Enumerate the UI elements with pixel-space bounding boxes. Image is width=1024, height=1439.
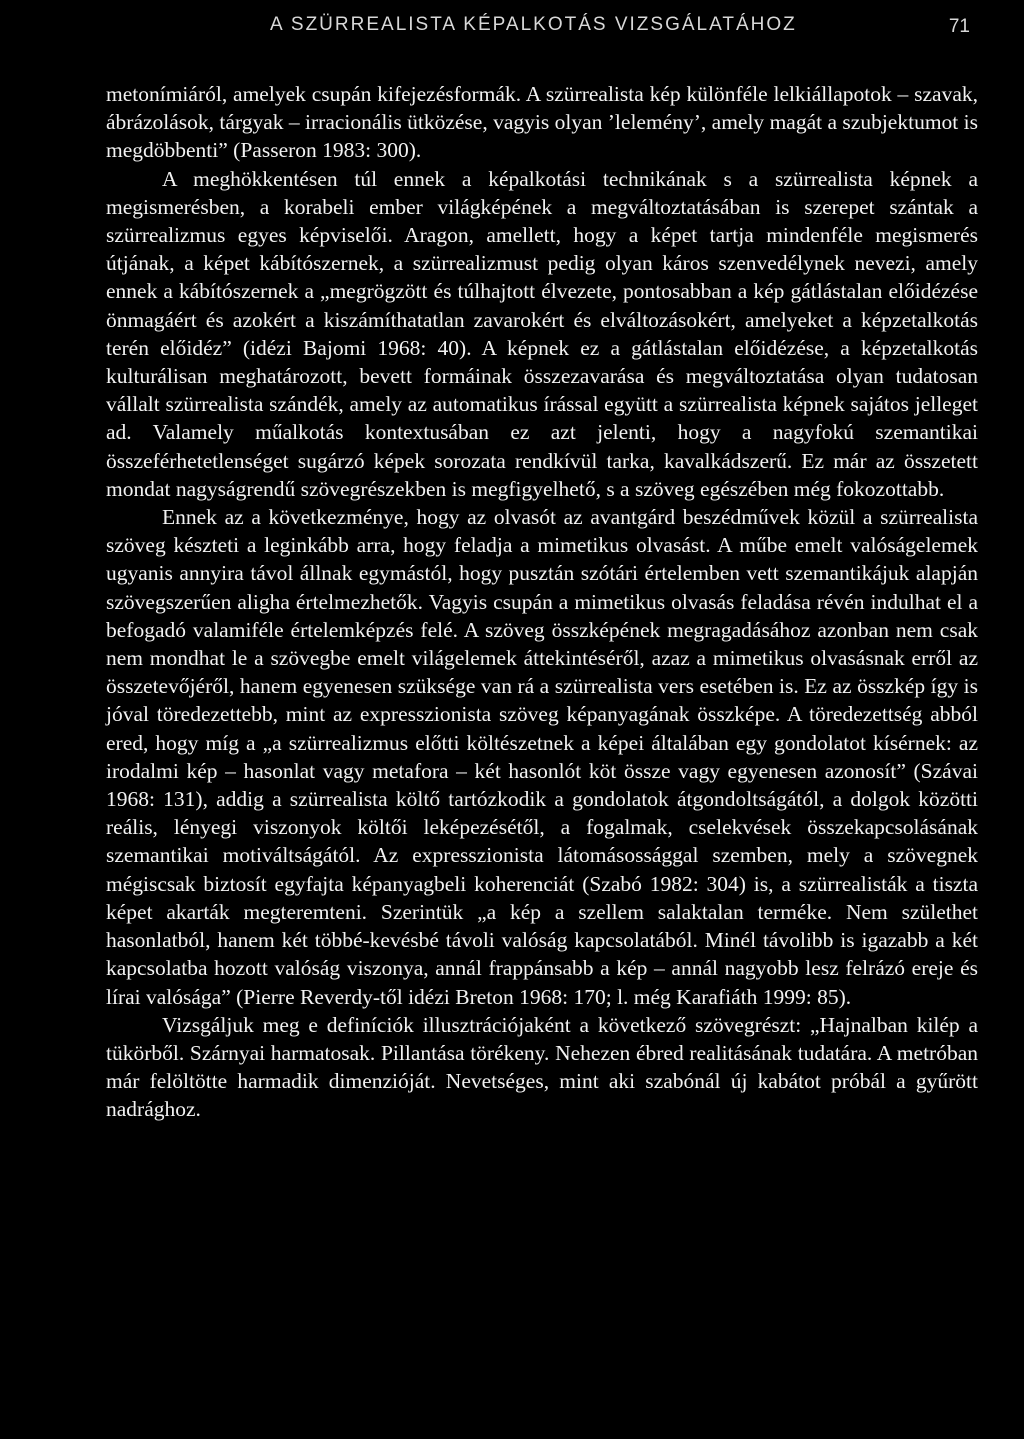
paragraph: A meghökkentésen túl ennek a képalkotási technikának s a szürrealista képnek a megismerésben, a korabeli ember világképének a megváltoztatásában is szerepet szántak a szürrealizmus egyes képviselői. Aragon, amellett, hogy a képet tartja mindenféle megismerés útjának, a képet kábítószernek, a szürrealizmust pedig olyan káros szenvedélynek nevezi, amely ennek a kábítószernek a „megrögzött és túlhajtott élvezete, pontosabban a kép gátlástalan előidézése önmagáért és azokért a kiszámíthatatlan zavarokért és elváltozásokért, amelyeket a képzetalkotás terén előidéz” (idézi Bajomi 1968: 40). A képnek ez a gátlástalan előidézése, a képzetalkotás kulturálisan meghatározott, bevett formáinak összezavarása és megváltoztatása olyan tudatosan vállalt szürrealista szándék, amely az automatikus írással együtt a szürrealista képnek sajátos jelleget ad. Valamely műalkotás kontextusában ez azt jelenti, hogy a nagyfokú szemantikai összeférhetetlenséget sugárzó képek sorozata rendkívül tarka, kavalkádszerű. Ez már az összetett mondat nagyságrendű szövegrészekben is megfigyelhető, s a szöveg egészében még fokozottabb. — [106, 166, 978, 501]
paragraph: Ennek az a következménye, hogy az olvasót az avantgárd beszédművek közül a szürrealista szöveg készteti a leginkább arra, hogy feladja a mimetikus olvasást. A műbe emelt valóságelemek ugyanis annyira távol állnak egymástól, hogy pusztán szótári értelemben vett szemantikájuk alapján szövegszerűen aligha értelmezhetők. Vagyis csupán a mimetikus olvasás feladása révén indulhat el a befogadó valamiféle értelemképzés felé. A szöveg összképének megragadásához azonban nem csak nem mondhat le a szövegbe emelt világelemek áttekintéséről, azaz a mimetikus olvasásnak erről az összetevőjéről, hanem egyenesen szüksége van rá a szürrealista vers esetében is. Ez az összkép így is jóval töredezettebb, mint az expresszionista szöveg képanyagának összképe. A töredezettség abból ered, hogy míg a „a szürrealizmus előtti költészetnek a képei általában egy gondolatot kísérnek: az irodalmi kép – hasonlat vagy metafora – két hasonlót köt össze vagy egyenesen azonosít” (Szávai 1968: 131), addig a szürrealista költő tartózkodik a gondolatok átgondoltságától, a dolgok közötti reális, lényegi viszonyok költői leképezésétől, a fogalmak, cselekvések összekapcsolásának szemantikai motiváltságától. Az expresszionista látomásossággal szemben, mely a szövegnek mégiscsak biztosít egyfajta képanyagbeli koherenciát (Szabó 1982: 304) is, a szürrealisták a tiszta képet akarták megteremteni. Szerintük „a kép a szellem salaktalan terméke. Nem születhet hasonlatból, hanem két többé-kevésbé távoli valóság kapcsolatából. Minél távolibb is igazabb a két kapcsolatba hozott valóság viszonya, annál frappánsabb a kép – annál nagyobb lesz felrázó ereje és lírai valósága” (Pierre Reverdy-től idézi Breton 1968: 170; l. még Karafiáth 1999: 85). — [106, 505, 978, 1009]
body-text — [106, 80, 978, 1124]
running-title: A SZÜRREALISTA KÉPALKOTÁS VIZSGÁLATÁHOZ — [270, 14, 797, 35]
paragraph: Vizsgáljuk meg e definíciók illusztrációjaként a következő szövegrészt: „Hajnalban kilép a tükörből. Szárnyai harmatosak. Pillantása törékeny. Nehezen ébred realitásának tudatára. A metróban már felöltötte harmadik dimenzióját. Nevetséges, mint aki szabónál új kabátot próbál a gyűrött nadrághoz. — [106, 1012, 978, 1122]
page-number: 71 — [948, 16, 970, 37]
running-header — [0, 14, 1024, 44]
paragraph-continuation: metonímiáról, amelyek csupán kifejezésformák. A szürrealista kép különféle lelkiállapotok – szavak, ábrázolások, tárgyak – irracionális ütközése, vagyis olyan ’lelemény’, amely magát a szubjektumot is megdöbbenti” (Passeron 1983: 300). — [106, 82, 978, 163]
